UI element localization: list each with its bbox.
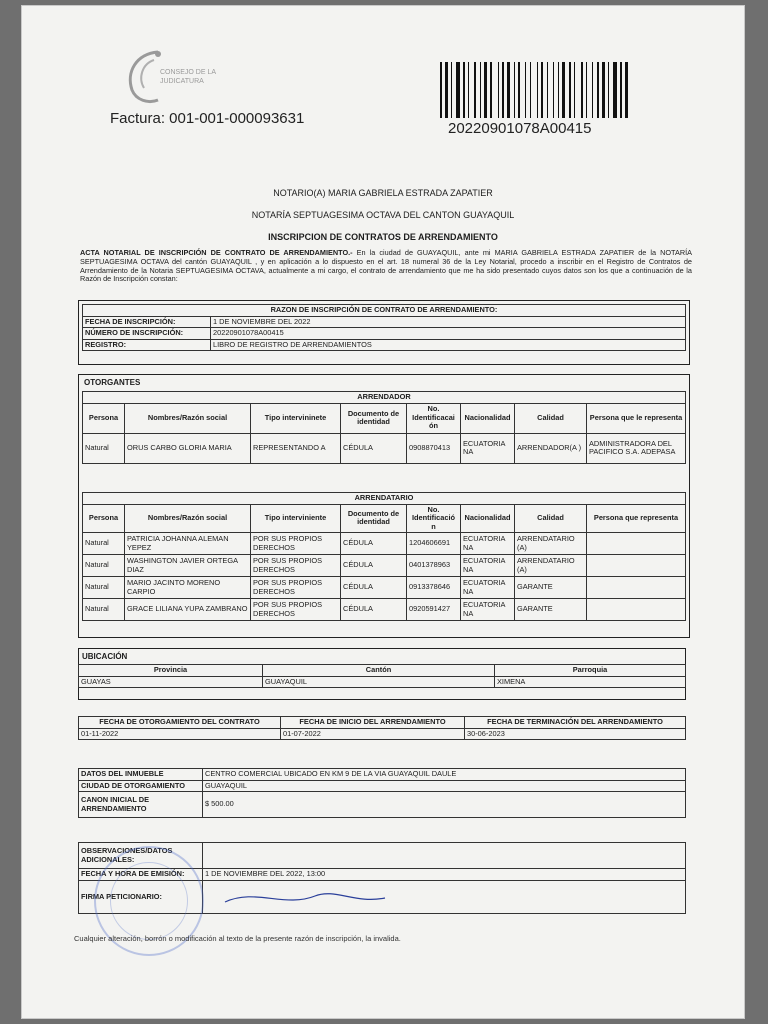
firma-label: FIRMA PETICIONARIO: bbox=[79, 880, 203, 914]
cell: 1204606691 bbox=[407, 533, 461, 555]
cell: CÉDULA bbox=[341, 433, 407, 463]
observaciones-value bbox=[203, 843, 686, 869]
col-header: Persona que representa bbox=[587, 504, 686, 533]
firma-value bbox=[203, 880, 686, 914]
barcode bbox=[440, 62, 740, 118]
barcode-bar bbox=[451, 62, 452, 118]
barcode-bar bbox=[440, 62, 442, 118]
col-header: Persona bbox=[83, 504, 125, 533]
cell: CÉDULA bbox=[341, 533, 407, 555]
judicatura-logo bbox=[118, 46, 228, 106]
cell: CÉDULA bbox=[341, 577, 407, 599]
cell: WASHINGTON JAVIER ORTEGA DIAZ bbox=[125, 555, 251, 577]
ciudad-label: CIUDAD DE OTORGAMIENTO bbox=[79, 780, 203, 792]
cell: ECUATORIA NA bbox=[461, 533, 515, 555]
parroquia-value: XIMENA bbox=[495, 676, 686, 688]
barcode-bar bbox=[490, 62, 492, 118]
col-header: Documento de identidad bbox=[341, 504, 407, 533]
barcode-bar bbox=[505, 62, 506, 118]
barcode-bar bbox=[566, 62, 568, 118]
razon-value: 20220901078A00415 bbox=[211, 328, 686, 340]
barcode-bar bbox=[443, 62, 444, 118]
razon-table bbox=[82, 304, 686, 351]
barcode-bar bbox=[555, 62, 557, 118]
barcode-bar bbox=[544, 62, 546, 118]
col-header: FECHA DE OTORGAMIENTO DEL CONTRATO bbox=[79, 717, 281, 729]
barcode-bar bbox=[525, 62, 526, 118]
col-header: FECHA DE TERMINACIÓN DEL ARRENDAMIENTO bbox=[465, 717, 686, 729]
barcode-bar bbox=[530, 62, 531, 118]
cell: Natural bbox=[83, 555, 125, 577]
col-header: Provincia bbox=[79, 665, 263, 677]
fechas-table bbox=[78, 716, 686, 740]
inmueble-table bbox=[78, 768, 686, 818]
barcode-bar bbox=[461, 62, 462, 118]
col-header: Nombres/Razón social bbox=[125, 504, 251, 533]
barcode-bar bbox=[608, 62, 609, 118]
barcode-bar bbox=[623, 62, 624, 118]
col-header: No. Identificació n bbox=[407, 504, 461, 533]
fecha-terminacion: 30-06-2023 bbox=[465, 728, 686, 740]
barcode-bar bbox=[558, 62, 559, 118]
logo-text: CONSEJO DE LA JUDICATURA bbox=[160, 69, 216, 85]
cell bbox=[587, 577, 686, 599]
barcode-bar bbox=[597, 62, 599, 118]
cell: ECUATORIA NA bbox=[461, 599, 515, 621]
barcode-bar bbox=[620, 62, 622, 118]
col-header: FECHA DE INICIO DEL ARRENDAMIENTO bbox=[281, 717, 465, 729]
cell: ADMINISTRADORA DEL PACIFICO S.A. ADEPASA bbox=[587, 433, 686, 463]
cell: GRACE LILIANA YUPA ZAMBRANO bbox=[125, 599, 251, 621]
barcode-bar bbox=[539, 62, 540, 118]
col-header: Cantón bbox=[263, 665, 495, 677]
barcode-bar bbox=[600, 62, 601, 118]
cell: Natural bbox=[83, 577, 125, 599]
cell: CÉDULA bbox=[341, 599, 407, 621]
table-row bbox=[83, 555, 686, 577]
barcode-bar bbox=[594, 62, 596, 118]
barcode-bar bbox=[502, 62, 504, 118]
razon-value: 1 DE NOVIEMBRE DEL 2022 bbox=[211, 316, 686, 328]
cell: CÉDULA bbox=[341, 555, 407, 577]
cell: Natural bbox=[83, 533, 125, 555]
fecha-otorgamiento: 01-11-2022 bbox=[79, 728, 281, 740]
barcode-bar bbox=[625, 62, 628, 118]
barcode-bar bbox=[576, 62, 580, 118]
cell: ECUATORIA NA bbox=[461, 577, 515, 599]
cell: 0401378963 bbox=[407, 555, 461, 577]
barcode-bar bbox=[466, 62, 467, 118]
barcode-bar bbox=[514, 62, 515, 118]
barcode-bar bbox=[482, 62, 483, 118]
barcode-bar bbox=[572, 62, 573, 118]
cell: POR SUS PROPIOS DERECHOS bbox=[251, 555, 341, 577]
barcode-bar bbox=[511, 62, 513, 118]
acta-text: En la ciudad de GUAYAQUIL, ante mi MARIA GABRIELA ESTRADA ZAPATIER de la NOTARÍA SEPTUAGESIMA OCTAVA del cantón GUAYAQUIL , y en aplicación a lo dispuesto en el art. 18 numeral 36 de la Ley Notarial, procedo a inscribir en el Registro de Contratos de Arrendamiento de la Notaria SEPTUAGESIMA OCTAVA, actualmente a mi cargo, el contrato de arrendamiento que me ha sido presentado cuyos datos son los que a continuación de la Razón de Inscripción constan: bbox=[80, 248, 692, 284]
barcode-bar bbox=[507, 62, 510, 118]
notary-office: NOTARÍA SEPTUAGESIMA OCTAVA DEL CANTON GUAYAQUIL bbox=[251, 210, 515, 220]
cell: ECUATORIA NA bbox=[461, 555, 515, 577]
barcode-bar bbox=[537, 62, 538, 118]
col-header: Nacionalidad bbox=[461, 403, 515, 433]
notary-name: NOTARIO(A) MARIA GABRIELA ESTRADA ZAPATIER bbox=[273, 188, 493, 198]
table-row bbox=[83, 433, 686, 463]
col-header: Parroquia bbox=[495, 665, 686, 677]
barcode-bar bbox=[477, 62, 479, 118]
col-header: Calidad bbox=[515, 403, 587, 433]
barcode-bar bbox=[549, 62, 552, 118]
table-row bbox=[83, 533, 686, 555]
barcode-bar bbox=[449, 62, 450, 118]
barcode-bar bbox=[584, 62, 585, 118]
razon-label: FECHA DE INSCRIPCIÓN: bbox=[83, 316, 211, 328]
cell bbox=[587, 555, 686, 577]
barcode-bar bbox=[474, 62, 476, 118]
col-header: Nacionalidad bbox=[461, 504, 515, 533]
col-header: Persona bbox=[83, 403, 125, 433]
otorgantes-title: OTORGANTES bbox=[84, 378, 141, 387]
cell: PATRICIA JOHANNA ALEMAN YEPEZ bbox=[125, 533, 251, 555]
barcode-bar bbox=[518, 62, 520, 118]
barcode-bar bbox=[560, 62, 561, 118]
cell bbox=[587, 533, 686, 555]
barcode-bar bbox=[569, 62, 571, 118]
col-header: No. Identificacai ón bbox=[407, 403, 461, 433]
inmueble-label: DATOS DEL INMUEBLE bbox=[79, 769, 203, 781]
table-row bbox=[83, 577, 686, 599]
cell: ARRENDATARIO (A) bbox=[515, 533, 587, 555]
barcode-bar bbox=[613, 62, 617, 118]
document-page bbox=[22, 6, 744, 1018]
ciudad-value: GUAYAQUIL bbox=[203, 780, 686, 792]
fecha-inicio: 01-07-2022 bbox=[281, 728, 465, 740]
barcode-bar bbox=[463, 62, 465, 118]
barcode-bar bbox=[480, 62, 481, 118]
barcode-bar bbox=[574, 62, 575, 118]
cell: ECUATORIA NA bbox=[461, 433, 515, 463]
provincia-value: GUAYAS bbox=[79, 676, 263, 688]
barcode-bar bbox=[553, 62, 554, 118]
barcode-bar bbox=[602, 62, 605, 118]
canon-label: CANON INICIAL DE ARRENDAMIENTO bbox=[79, 792, 203, 818]
cell: Natural bbox=[83, 599, 125, 621]
barcode-bar bbox=[521, 62, 524, 118]
barcode-bar bbox=[500, 62, 501, 118]
barcode-bar bbox=[562, 62, 565, 118]
cell bbox=[587, 599, 686, 621]
signature-icon bbox=[205, 882, 465, 910]
col-header: Documento de identidad bbox=[341, 403, 407, 433]
cell: ORUS CARBO GLORIA MARIA bbox=[125, 433, 251, 463]
barcode-bar bbox=[470, 62, 473, 118]
cell: POR SUS PROPIOS DERECHOS bbox=[251, 599, 341, 621]
barcode-bar bbox=[456, 62, 460, 118]
barcode-bar bbox=[592, 62, 593, 118]
inmueble-value: CENTRO COMERCIAL UBICADO EN KM 9 DE LA VIA GUAYAQUIL DAULE bbox=[203, 769, 686, 781]
cell: 0913378646 bbox=[407, 577, 461, 599]
cell: ARRENDADOR(A ) bbox=[515, 433, 587, 463]
barcode-bar bbox=[468, 62, 469, 118]
fecha-emision-label: FECHA Y HORA DE EMISIÓN: bbox=[79, 869, 203, 881]
cell: ARRENDATARIO (A) bbox=[515, 555, 587, 577]
cell: REPRESENTANDO A bbox=[251, 433, 341, 463]
arrendatario-table bbox=[82, 492, 686, 621]
barcode-bar bbox=[484, 62, 487, 118]
fecha-emision-value: 1 DE NOVIEMBRE DEL 2022, 13:00 bbox=[203, 869, 686, 881]
col-header: Calidad bbox=[515, 504, 587, 533]
cell: 0920591427 bbox=[407, 599, 461, 621]
col-header: Nombres/Razón social bbox=[125, 403, 251, 433]
barcode-bar bbox=[453, 62, 455, 118]
barcode-bar bbox=[498, 62, 499, 118]
arrendador-title: ARRENDADOR bbox=[83, 392, 686, 404]
cell: POR SUS PROPIOS DERECHOS bbox=[251, 577, 341, 599]
col-header: Tipo intervininete bbox=[251, 403, 341, 433]
acta-heading: ACTA NOTARIAL DE INSCRIPCIÓN DE CONTRATO DE ARRENDAMIENTO.- bbox=[80, 248, 353, 257]
razon-label: REGISTRO: bbox=[83, 339, 211, 351]
cell: Natural bbox=[83, 433, 125, 463]
factura-number: Factura: 001-001-000093631 bbox=[110, 110, 305, 127]
barcode-bar bbox=[581, 62, 583, 118]
barcode-number: 20220901078A00415 bbox=[448, 120, 592, 137]
ubicacion-table bbox=[78, 664, 686, 688]
canton-value: GUAYAQUIL bbox=[263, 676, 495, 688]
barcode-bar bbox=[527, 62, 529, 118]
barcode-bar bbox=[488, 62, 489, 118]
document-title: INSCRIPCION DE CONTRATOS DE ARRENDAMIENTO bbox=[268, 232, 498, 242]
barcode-bar bbox=[541, 62, 543, 118]
arrendador-table bbox=[82, 391, 686, 464]
col-header: Tipo interviniente bbox=[251, 504, 341, 533]
cell: 0908870413 bbox=[407, 433, 461, 463]
cell: MARIO JACINTO MORENO CARPIO bbox=[125, 577, 251, 599]
cell: GARANTE bbox=[515, 577, 587, 599]
razon-value: LIBRO DE REGISTRO DE ARRENDAMIENTOS bbox=[211, 339, 686, 351]
cell: POR SUS PROPIOS DERECHOS bbox=[251, 533, 341, 555]
acta-paragraph bbox=[80, 249, 692, 284]
table-row bbox=[83, 599, 686, 621]
ubicacion-title: UBICACIÓN bbox=[82, 652, 128, 661]
barcode-bar bbox=[445, 62, 448, 118]
canon-value: $ 500.00 bbox=[203, 792, 686, 818]
notary-seal-inner-icon bbox=[110, 862, 188, 940]
cell: GARANTE bbox=[515, 599, 587, 621]
barcode-bar bbox=[493, 62, 497, 118]
arrendatario-title: ARRENDATARIO bbox=[83, 493, 686, 505]
observaciones-label: OBSERVACIONES/DATOS ADICIONALES: bbox=[79, 843, 203, 869]
barcode-bar bbox=[588, 62, 591, 118]
barcode-bar bbox=[610, 62, 612, 118]
barcode-bar bbox=[618, 62, 619, 118]
barcode-bar bbox=[586, 62, 587, 118]
barcode-bar bbox=[547, 62, 548, 118]
col-header: Persona que le representa bbox=[587, 403, 686, 433]
footer-note: Cualquier alteración, borrón o modificación al texto de la presente razón de inscripción, la invalida. bbox=[74, 934, 401, 943]
barcode-bar bbox=[532, 62, 536, 118]
barcode-bar bbox=[516, 62, 517, 118]
barcode-bar bbox=[606, 62, 607, 118]
razon-title: RAZON DE INSCRIPCIÓN DE CONTRATO DE ARRENDAMIENTO: bbox=[83, 305, 686, 317]
razon-label: NÚMERO DE INSCRIPCIÓN: bbox=[83, 328, 211, 340]
